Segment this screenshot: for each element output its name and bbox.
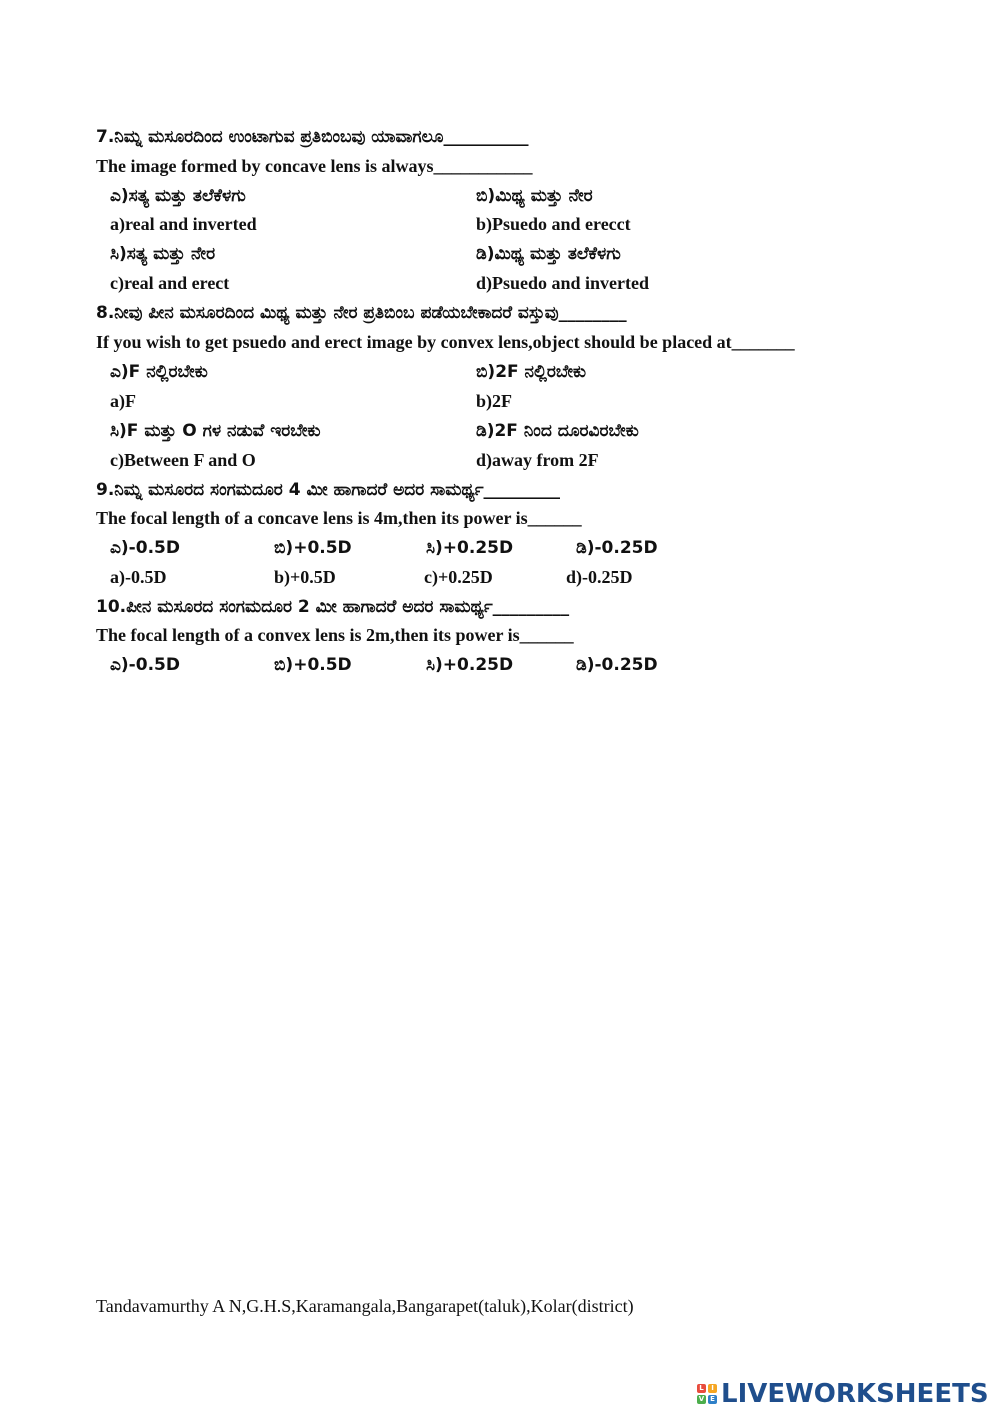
q7-option-d-en: d)Psuedo and inverted: [476, 273, 650, 293]
q8-option-c-en: c)Between F and O: [110, 450, 256, 470]
q9-option-c-en: c)+0.25D: [424, 567, 493, 587]
q8-option-b-en: b)2F: [476, 391, 512, 411]
q9-option-d-kn: ಡಿ)-0.25D: [576, 538, 658, 558]
q8-option-a-en: a)F: [110, 391, 136, 411]
logo-tile-e: E: [708, 1395, 717, 1404]
q8-option-b-kn: ಬಿ)2F ನಲ್ಲಿರಬೇಕು: [476, 362, 587, 382]
q7-kannada: 7.ನಿಮ್ನ ಮಸೂರದಿಂದ ಉಂಟಾಗುವ ಪ್ರತಿಬಿಂಬವು ಯಾವಾಗಲೂ__________: [96, 127, 529, 147]
q7-option-b-kn: ಬಿ)ಮಿಥ್ಯ ಮತ್ತು ನೇರ: [476, 186, 593, 206]
q9-english: The focal length of a concave lens is 4m,then its power is______: [96, 508, 582, 528]
q9-option-b-kn: ಬಿ)+0.5D: [274, 538, 352, 558]
q10-kannada: 10.ಪೀನ ಮಸೂರದ ಸಂಗಮದೂರ 2 ಮೀ ಹಾಗಾದರೆ ಅದರ ಸಾಮರ್ಥ್ಯ_________: [96, 597, 570, 617]
q8-option-c-kn: ಸಿ)F ಮತ್ತು O ಗಳ ನಡುವೆ ಇರಬೇಕು: [110, 421, 321, 441]
q7-option-a-en: a)real and inverted: [110, 214, 257, 234]
q8-kannada: 8.ನೀವು ಪೀನ ಮಸೂರದಿಂದ ಮಿಥ್ಯ ಮತ್ತು ನೇರ ಪ್ರತಿಬಿಂಬ ಪಡೆಯಬೇಕಾದರೆ ವಸ್ತುವು________: [96, 303, 627, 323]
q9-option-c-kn: ಸಿ)+0.25D: [426, 538, 514, 558]
logo-tile-v: V: [698, 1395, 705, 1403]
q10-option-a-kn: ಎ)-0.5D: [110, 655, 180, 675]
q9-option-b-en: b)+0.5D: [274, 567, 336, 587]
q8-option-a-kn: ಎ)F ನಲ್ಲಿರಬೇಕು: [110, 362, 208, 382]
q10-option-b-kn: ಬಿ)+0.5D: [274, 655, 352, 675]
q9-option-a-kn: ಎ)-0.5D: [110, 538, 180, 558]
q10-option-c-kn: ಸಿ)+0.25D: [426, 655, 514, 675]
q10-english: The focal length of a convex lens is 2m,then its power is______: [96, 625, 574, 645]
brand-name: LIVEWORKSHEETS: [721, 1379, 989, 1409]
author-footer: Tandavamurthy A N,G.H.S,Karamangala,Bangarapet(taluk),Kolar(district): [96, 1296, 634, 1316]
q9-option-a-en: a)-0.5D: [110, 567, 167, 587]
logo-tile-i: I: [708, 1384, 717, 1393]
q8-option-d-kn: ಡಿ)2F ನಿಂದ ದೂರವಿರಬೇಕು: [476, 421, 639, 441]
q7-option-a-kn: ಎ)ಸತ್ಯ ಮತ್ತು ತಲೆಕೆಳಗು: [110, 186, 246, 206]
q8-english: If you wish to get psuedo and erect image by convex lens,object should be placed at_______: [96, 332, 795, 352]
q8-option-d-en: d)away from 2F: [476, 450, 599, 470]
liveworksheets-logo[interactable]: [697, 1380, 989, 1408]
logo-tile-l: L: [697, 1384, 706, 1393]
q9-kannada: 9.ನಿಮ್ನ ಮಸೂರದ ಸಂಗಮದೂರ 4 ಮೀ ಹಾಗಾದರೆ ಅದರ ಸಾಮರ್ಥ್ಯ_________: [96, 480, 561, 500]
q7-option-c-kn: ಸಿ)ಸತ್ಯ ಮತ್ತು ನೇರ: [110, 244, 216, 264]
q7-option-d-kn: ಡಿ)ಮಿಥ್ಯ ಮತ್ತು ತಲೆಕೆಳಗು: [476, 244, 621, 264]
q9-option-d-en: d)-0.25D: [566, 567, 633, 587]
q7-option-b-en: b)Psuedo and erecct: [476, 214, 631, 234]
liveworksheets-icon: [697, 1384, 717, 1404]
q10-option-d-kn: ಡಿ)-0.25D: [576, 655, 658, 675]
q7-english: The image formed by concave lens is always___________: [96, 156, 533, 176]
q7-option-c-en: c)real and erect: [110, 273, 230, 293]
